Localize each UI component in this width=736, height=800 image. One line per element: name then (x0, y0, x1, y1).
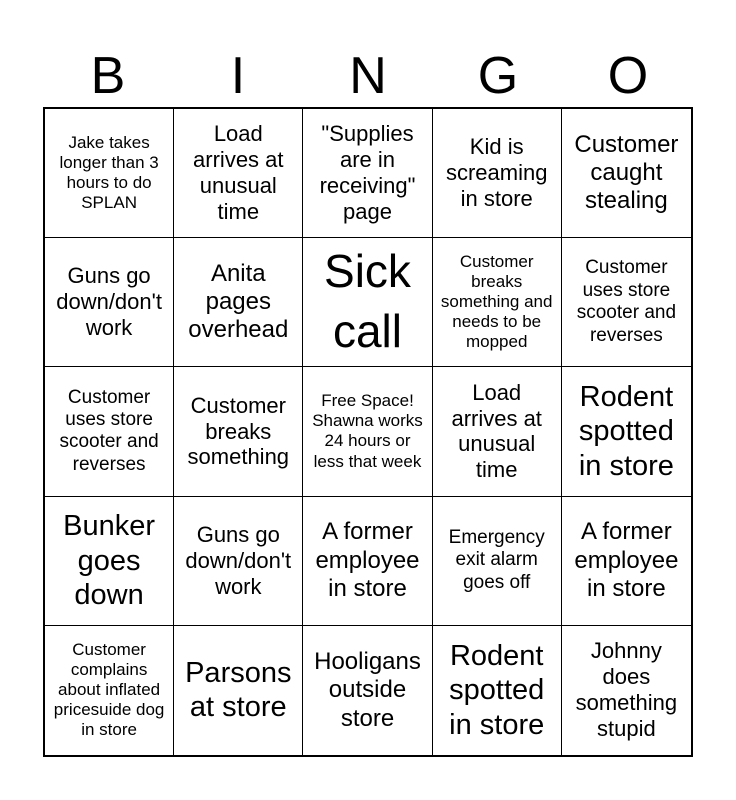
bingo-cell[interactable]: Rodent spotted in store (433, 626, 562, 755)
bingo-cell[interactable]: Customer complains about inflated pricesuide dog in store (45, 626, 174, 755)
bingo-cell[interactable]: Parsons at store (174, 626, 303, 755)
bingo-cell[interactable]: Hooligans outside store (303, 626, 432, 755)
bingo-cell[interactable]: Sick call (303, 238, 432, 367)
bingo-cell[interactable]: Jake takes longer than 3 hours to do SPLAN (45, 109, 174, 238)
bingo-cell[interactable]: "Supplies are in receiving" page (303, 109, 432, 238)
bingo-cell[interactable]: Johnny does something stupid (575, 638, 678, 742)
header-letter-n: N (349, 47, 387, 105)
bingo-cell[interactable]: Guns go down/don't work (174, 497, 303, 626)
bingo-cell[interactable]: Customer uses store scooter and reverses (562, 238, 691, 367)
bingo-cell[interactable]: Customer caught stealing (562, 109, 691, 238)
bingo-cell[interactable]: Emergency exit alarm goes off (433, 497, 562, 626)
bingo-cell[interactable]: Anita pages overhead (174, 238, 303, 367)
bingo-cell[interactable]: Load arrives at unusual time (433, 367, 562, 496)
header-letter-o: O (607, 47, 649, 105)
header-letter-i: I (230, 47, 246, 105)
header-letter-g: G (477, 47, 519, 105)
bingo-cell[interactable]: Customer breaks something and needs to be mopped (433, 238, 562, 367)
bingo-cell[interactable]: Bunker goes down (45, 497, 174, 626)
bingo-cell[interactable]: Load arrives at unusual time (174, 109, 303, 238)
bingo-cell[interactable]: Rodent spotted in store (562, 367, 691, 496)
bingo-cell[interactable]: Guns go down/don't work (45, 238, 174, 367)
free-space-cell[interactable]: Free Space! Shawna works 24 hours or less that week (303, 367, 432, 496)
header-letter-b: B (90, 47, 126, 105)
bingo-header (43, 44, 693, 108)
bingo-grid (43, 107, 693, 757)
bingo-cell[interactable]: Kid is screaming in store (433, 109, 562, 238)
bingo-cell[interactable]: A former employee in store (562, 497, 691, 626)
bingo-cell[interactable]: Customer breaks something (174, 367, 303, 496)
bingo-cell[interactable]: Customer uses store scooter and reverses (45, 367, 174, 496)
bingo-cell[interactable]: A former employee in store (303, 497, 432, 626)
